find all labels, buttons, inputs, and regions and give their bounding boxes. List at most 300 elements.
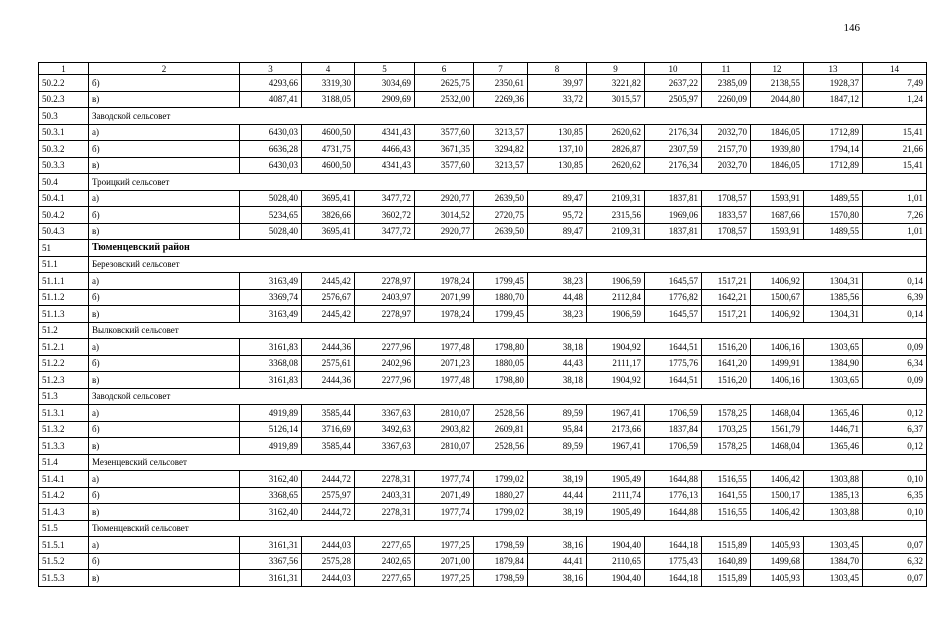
value-cell: 3161,31 [240,570,302,587]
value-cell: 2528,56 [474,405,528,422]
value-cell: 4341,43 [355,124,415,141]
value-cell: 2278,97 [355,273,415,290]
value-cell: 130,85 [528,157,587,174]
table-row [39,91,927,108]
value-cell: 1446,71 [804,421,863,438]
value-cell: 3477,72 [355,190,415,207]
value-cell: 2109,31 [587,190,645,207]
council-header-row [39,520,927,537]
value-cell: 5028,40 [240,190,302,207]
council-header-row [39,174,927,191]
council-header-row [39,454,927,471]
row-label: б) [89,487,240,504]
value-cell: 2071,23 [415,355,474,372]
row-code: 50.2.2 [39,75,89,92]
value-cell: 2444,72 [302,471,355,488]
value-cell: 5028,40 [240,223,302,240]
value-cell: 1880,05 [474,355,528,372]
row-code: 51.2.2 [39,355,89,372]
value-cell: 2403,97 [355,289,415,306]
value-cell: 2260,09 [702,91,751,108]
value-cell: 1846,05 [751,157,804,174]
row-code: 50.3.2 [39,141,89,158]
value-cell: 5234,65 [240,207,302,224]
value-cell: 0,09 [863,372,927,389]
value-cell: 3162,40 [240,504,302,521]
value-cell: 1708,57 [702,223,751,240]
table-row [39,207,927,224]
value-cell: 2575,28 [302,553,355,570]
value-cell: 1644,88 [645,504,702,521]
value-cell: 1468,04 [751,438,804,455]
value-cell: 3369,74 [240,289,302,306]
value-cell: 4919,89 [240,438,302,455]
value-cell: 1967,41 [587,438,645,455]
value-cell: 3015,57 [587,91,645,108]
value-cell: 3368,65 [240,487,302,504]
value-cell: 95,84 [528,421,587,438]
value-cell: 0,07 [863,537,927,554]
value-cell: 1712,89 [804,124,863,141]
table-row [39,372,927,389]
value-cell: 1798,80 [474,339,528,356]
value-cell: 2111,74 [587,487,645,504]
value-cell: 39,97 [528,75,587,92]
value-cell: 1967,41 [587,405,645,422]
value-cell: 1642,21 [702,289,751,306]
table-row [39,438,927,455]
value-cell: 1303,45 [804,537,863,554]
value-cell: 1365,46 [804,438,863,455]
row-code: 51 [39,240,89,257]
value-cell: 1516,20 [702,339,751,356]
row-code: 51.5.2 [39,553,89,570]
value-cell: 1977,48 [415,339,474,356]
value-cell: 2402,96 [355,355,415,372]
row-code: 51.2.3 [39,372,89,389]
value-cell: 2826,87 [587,141,645,158]
value-cell: 1644,18 [645,537,702,554]
value-cell: 89,47 [528,223,587,240]
value-cell: 1905,49 [587,471,645,488]
value-cell: 1880,70 [474,289,528,306]
value-cell: 1798,59 [474,537,528,554]
value-cell: 38,16 [528,537,587,554]
table-row [39,289,927,306]
value-cell: 1644,51 [645,372,702,389]
value-cell: 2444,36 [302,339,355,356]
value-cell: 2176,34 [645,157,702,174]
value-cell: 1365,46 [804,405,863,422]
value-cell: 2609,81 [474,421,528,438]
row-code: 51.1.3 [39,306,89,323]
value-cell: 1516,55 [702,504,751,521]
value-cell: 1833,57 [702,207,751,224]
value-cell: 1906,59 [587,273,645,290]
value-cell: 1799,45 [474,306,528,323]
value-cell: 1405,93 [751,537,804,554]
row-label: б) [89,289,240,306]
row-code: 51.5.3 [39,570,89,587]
value-cell: 4600,50 [302,157,355,174]
value-cell: 1905,49 [587,504,645,521]
value-cell: 2505,97 [645,91,702,108]
value-cell: 2278,97 [355,306,415,323]
table-row [39,339,927,356]
value-cell: 2157,70 [702,141,751,158]
value-cell: 1798,59 [474,570,528,587]
value-cell: 1977,48 [415,372,474,389]
value-cell: 1904,40 [587,570,645,587]
value-cell: 1977,25 [415,537,474,554]
value-cell: 2576,67 [302,289,355,306]
table-row [39,421,927,438]
value-cell: 1712,89 [804,157,863,174]
table-row [39,157,927,174]
value-cell: 4087,41 [240,91,302,108]
row-label: а) [89,471,240,488]
value-cell: 1880,27 [474,487,528,504]
table-row [39,223,927,240]
row-label: б) [89,553,240,570]
value-cell: 33,72 [528,91,587,108]
value-cell: 38,18 [528,372,587,389]
value-cell: 1406,42 [751,471,804,488]
value-cell: 0,07 [863,570,927,587]
value-cell: 6,32 [863,553,927,570]
value-cell: 1645,57 [645,306,702,323]
value-cell: 2625,75 [415,75,474,92]
value-cell: 2173,66 [587,421,645,438]
value-cell: 3034,69 [355,75,415,92]
value-cell: 1303,88 [804,504,863,521]
column-number: 1 [39,63,89,75]
value-cell: 1969,06 [645,207,702,224]
value-cell: 2920,77 [415,190,474,207]
value-cell: 1384,90 [804,355,863,372]
value-cell: 1799,45 [474,273,528,290]
value-cell: 2277,65 [355,570,415,587]
value-cell: 4293,66 [240,75,302,92]
value-cell: 1561,79 [751,421,804,438]
value-cell: 1303,88 [804,471,863,488]
column-number: 8 [528,63,587,75]
value-cell: 3213,57 [474,157,528,174]
value-cell: 7,26 [863,207,927,224]
value-cell: 2639,50 [474,190,528,207]
value-cell: 44,41 [528,553,587,570]
row-code: 50.3 [39,108,89,125]
value-cell: 2639,50 [474,223,528,240]
value-cell: 1,24 [863,91,927,108]
row-label: в) [89,91,240,108]
value-cell: 1517,21 [702,273,751,290]
value-cell: 1,01 [863,190,927,207]
value-cell: 3213,57 [474,124,528,141]
council-header-row [39,256,927,273]
value-cell: 2307,59 [645,141,702,158]
value-cell: 2277,96 [355,372,415,389]
table-row [39,487,927,504]
row-code: 51.2.1 [39,339,89,356]
value-cell: 3492,63 [355,421,415,438]
value-cell: 4600,50 [302,124,355,141]
value-cell: 1578,25 [702,405,751,422]
value-cell: 6,34 [863,355,927,372]
table-row [39,537,927,554]
value-cell: 1406,16 [751,372,804,389]
value-cell: 3577,60 [415,124,474,141]
value-cell: 1978,24 [415,306,474,323]
value-cell: 1489,55 [804,223,863,240]
value-cell: 3695,41 [302,223,355,240]
value-cell: 1846,05 [751,124,804,141]
value-cell: 6430,03 [240,157,302,174]
row-label: а) [89,124,240,141]
row-label: в) [89,438,240,455]
value-cell: 1517,21 [702,306,751,323]
value-cell: 6,37 [863,421,927,438]
value-cell: 2444,03 [302,570,355,587]
row-code: 51.4 [39,454,89,471]
table-row [39,504,927,521]
value-cell: 89,59 [528,438,587,455]
value-cell: 2920,77 [415,223,474,240]
value-cell: 1499,91 [751,355,804,372]
table-row [39,141,927,158]
row-code: 50.3.3 [39,157,89,174]
row-label: а) [89,190,240,207]
value-cell: 1706,59 [645,438,702,455]
row-label: в) [89,372,240,389]
value-cell: 6,35 [863,487,927,504]
value-cell: 1775,43 [645,553,702,570]
value-cell: 3602,72 [355,207,415,224]
row-code: 51.2 [39,322,89,339]
value-cell: 2071,99 [415,289,474,306]
council-name: Мезенцевский сельсовет [89,454,927,471]
value-cell: 44,43 [528,355,587,372]
value-cell: 1799,02 [474,504,528,521]
row-label: б) [89,141,240,158]
value-cell: 1977,74 [415,471,474,488]
value-cell: 1641,20 [702,355,751,372]
value-cell: 2810,07 [415,405,474,422]
row-label: в) [89,223,240,240]
value-cell: 1641,55 [702,487,751,504]
value-cell: 137,10 [528,141,587,158]
value-cell: 1593,91 [751,223,804,240]
value-cell: 38,23 [528,306,587,323]
row-code: 51.3.1 [39,405,89,422]
value-cell: 2575,61 [302,355,355,372]
value-cell: 1515,89 [702,570,751,587]
value-cell: 2315,56 [587,207,645,224]
value-cell: 1977,25 [415,570,474,587]
value-cell: 4466,43 [355,141,415,158]
value-cell: 1775,76 [645,355,702,372]
value-cell: 0,09 [863,339,927,356]
value-cell: 1303,65 [804,339,863,356]
value-cell: 1516,55 [702,471,751,488]
row-code: 50.4.2 [39,207,89,224]
value-cell: 2110,65 [587,553,645,570]
value-cell: 38,18 [528,339,587,356]
row-label: а) [89,339,240,356]
value-cell: 3161,83 [240,372,302,389]
council-header-row [39,322,927,339]
value-cell: 2350,61 [474,75,528,92]
value-cell: 1570,80 [804,207,863,224]
table-row [39,553,927,570]
value-cell: 4731,75 [302,141,355,158]
value-cell: 6430,03 [240,124,302,141]
value-cell: 2445,42 [302,306,355,323]
value-cell: 6636,28 [240,141,302,158]
value-cell: 1879,84 [474,553,528,570]
value-cell: 1847,12 [804,91,863,108]
value-cell: 1384,70 [804,553,863,570]
value-cell: 2277,96 [355,339,415,356]
value-cell: 1776,13 [645,487,702,504]
value-cell: 2277,65 [355,537,415,554]
row-code: 50.2.3 [39,91,89,108]
value-cell: 15,41 [863,124,927,141]
value-cell: 3585,44 [302,405,355,422]
council-name: Вылковский сельсовет [89,322,927,339]
value-cell: 1904,92 [587,339,645,356]
tariff-table [38,62,927,587]
value-cell: 1406,92 [751,273,804,290]
council-name: Березовский сельсовет [89,256,927,273]
value-cell: 3716,69 [302,421,355,438]
value-cell: 38,16 [528,570,587,587]
value-cell: 3577,60 [415,157,474,174]
value-cell: 2903,82 [415,421,474,438]
value-cell: 1939,80 [751,141,804,158]
value-cell: 1904,40 [587,537,645,554]
value-cell: 7,49 [863,75,927,92]
value-cell: 1304,31 [804,306,863,323]
row-label: б) [89,207,240,224]
row-code: 50.4.3 [39,223,89,240]
column-number: 9 [587,63,645,75]
value-cell: 1405,93 [751,570,804,587]
value-cell: 1385,56 [804,289,863,306]
value-cell: 2444,03 [302,537,355,554]
value-cell: 1303,45 [804,570,863,587]
value-cell: 95,72 [528,207,587,224]
value-cell: 5126,14 [240,421,302,438]
value-cell: 2402,65 [355,553,415,570]
row-code: 51.4.3 [39,504,89,521]
row-code: 51.5 [39,520,89,537]
value-cell: 1978,24 [415,273,474,290]
value-cell: 1644,88 [645,471,702,488]
value-cell: 1977,74 [415,504,474,521]
value-cell: 2278,31 [355,504,415,521]
row-code: 51.5.1 [39,537,89,554]
table-row [39,471,927,488]
column-number-row [39,63,927,75]
value-cell: 130,85 [528,124,587,141]
row-label: б) [89,355,240,372]
table-row [39,273,927,290]
value-cell: 1706,59 [645,405,702,422]
value-cell: 38,23 [528,273,587,290]
value-cell: 3161,31 [240,537,302,554]
table-row [39,75,927,92]
council-header-row [39,108,927,125]
value-cell: 3162,40 [240,471,302,488]
table-row [39,405,927,422]
column-number: 2 [89,63,240,75]
value-cell: 3477,72 [355,223,415,240]
value-cell: 1798,80 [474,372,528,389]
row-code: 51.1 [39,256,89,273]
value-cell: 6,39 [863,289,927,306]
row-code: 51.3 [39,388,89,405]
value-cell: 1,01 [863,223,927,240]
row-code: 51.1.2 [39,289,89,306]
council-name: Тюменцевский сельсовет [89,520,927,537]
column-number: 13 [804,63,863,75]
table-row [39,306,927,323]
value-cell: 44,44 [528,487,587,504]
value-cell: 3368,08 [240,355,302,372]
value-cell: 3367,63 [355,405,415,422]
table-row [39,124,927,141]
value-cell: 0,10 [863,471,927,488]
row-label: в) [89,504,240,521]
value-cell: 4341,43 [355,157,415,174]
row-label: б) [89,421,240,438]
value-cell: 1837,81 [645,190,702,207]
row-label: а) [89,537,240,554]
row-label: а) [89,273,240,290]
value-cell: 2444,72 [302,504,355,521]
value-cell: 1385,13 [804,487,863,504]
value-cell: 1304,31 [804,273,863,290]
value-cell: 3367,56 [240,553,302,570]
value-cell: 2637,22 [645,75,702,92]
value-cell: 3319,30 [302,75,355,92]
value-cell: 2269,36 [474,91,528,108]
value-cell: 1906,59 [587,306,645,323]
value-cell: 1500,67 [751,289,804,306]
district-header-row [39,240,927,257]
council-name: Заводской сельсовет [89,388,927,405]
value-cell: 2176,34 [645,124,702,141]
column-number: 11 [702,63,751,75]
value-cell: 3163,49 [240,306,302,323]
value-cell: 1593,91 [751,190,804,207]
value-cell: 1303,65 [804,372,863,389]
table-row [39,570,927,587]
value-cell: 1500,17 [751,487,804,504]
value-cell: 1578,25 [702,438,751,455]
value-cell: 1703,25 [702,421,751,438]
row-code: 51.1.1 [39,273,89,290]
value-cell: 2909,69 [355,91,415,108]
row-code: 51.3.2 [39,421,89,438]
value-cell: 1799,02 [474,471,528,488]
value-cell: 0,12 [863,438,927,455]
table-body [39,75,927,587]
value-cell: 1904,92 [587,372,645,389]
value-cell: 2720,75 [474,207,528,224]
value-cell: 0,14 [863,273,927,290]
